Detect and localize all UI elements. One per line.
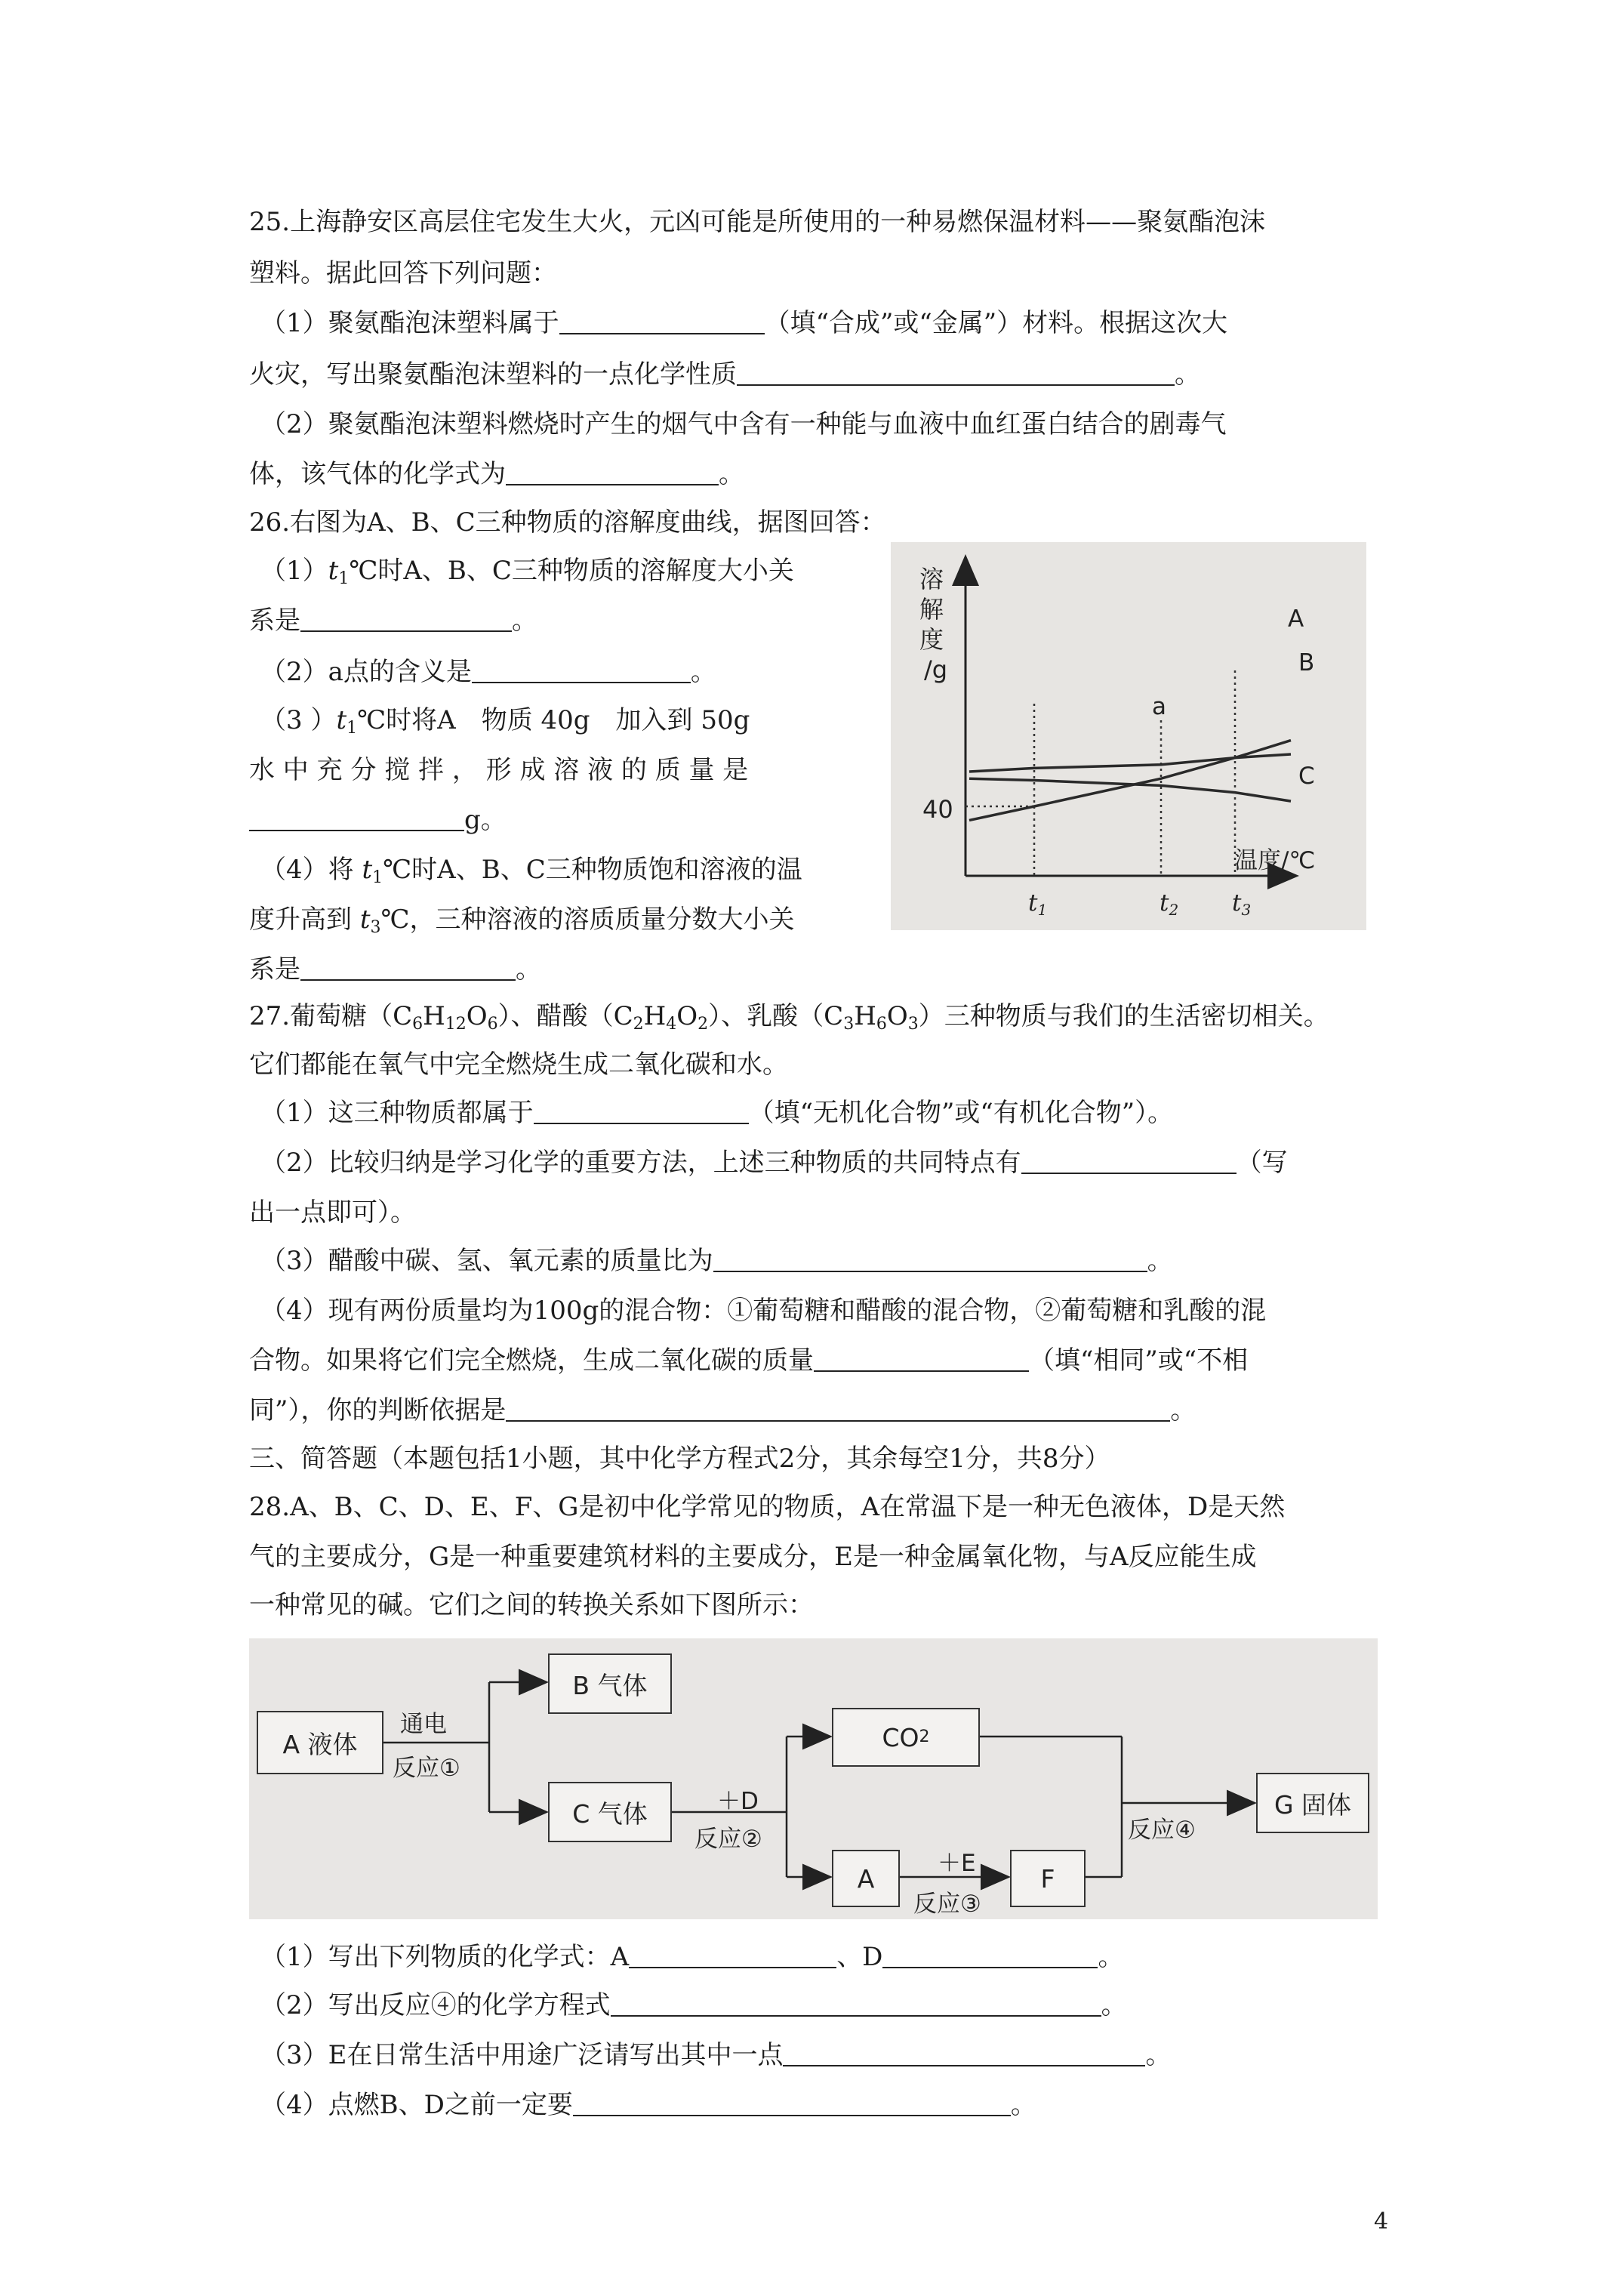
q26-part3-line2: 水 中 充 分 搅 拌 ， 形 成 溶 液 的 质 量 是: [249, 755, 749, 785]
q27-part3: （3）醋酸中碳、氢、氧元素的质量比为 。: [260, 1246, 1173, 1276]
q28-part3: （3）E在日常生活中用途广泛请写出其中一点 。: [260, 2040, 1172, 2070]
answer-blank[interactable]: [1021, 1147, 1236, 1174]
x-tick-t1: t1: [1028, 889, 1048, 919]
q27-part2-line1: （2）比较归纳是学习化学的重要方法，上述三种物质的共同特点有 （写: [260, 1148, 1288, 1178]
q28-line3: 一种常见的碱。它们之间的转换关系如下图所示：: [249, 1590, 814, 1620]
q28-part2: （2）写出反应④的化学方程式 。: [260, 1990, 1127, 2020]
q25-part2-line2: 体，该气体的化学式为 。: [249, 459, 744, 489]
label-tongdian: 通电: [400, 1711, 447, 1738]
solubility-chart: [891, 542, 1366, 930]
box-f: F: [1010, 1850, 1086, 1907]
q27-part4-line2: 合物。如果将它们完全燃烧，生成二氧化碳的质量 （填“相同”或“不相: [249, 1345, 1249, 1376]
answer-blank[interactable]: [573, 2089, 1011, 2116]
q27-part1: （1）这三种物质都属于 （填“无机化合物”或“有机化合物”）。: [260, 1098, 1174, 1128]
answer-blank[interactable]: [629, 1941, 836, 1968]
answer-blank[interactable]: [783, 2039, 1145, 2066]
page-number: 4: [1374, 2208, 1389, 2235]
answer-blank[interactable]: [882, 1941, 1098, 1968]
q26-part4-line3: 系是 。: [249, 954, 541, 985]
label-reaction-1: 反应①: [393, 1755, 460, 1782]
answer-blank[interactable]: [506, 1395, 1170, 1422]
q25-line2: 塑料。据此回答下列问题：: [249, 258, 557, 288]
point-a-label: a: [1152, 693, 1166, 720]
q25-part2-line1: （2）聚氨酯泡沫塑料燃烧时产生的烟气中含有一种能与血液中血红蛋白结合的剧毒气: [260, 409, 1227, 439]
answer-blank[interactable]: [506, 458, 719, 485]
label-plus-d: ＋D: [717, 1788, 759, 1815]
answer-blank[interactable]: [534, 1097, 749, 1124]
box-g-solid: G 固体: [1256, 1773, 1369, 1833]
q28-part1: （1）写出下列物质的化学式：A 、D 。: [260, 1942, 1124, 1972]
box-b-gas: B 气体: [548, 1653, 672, 1714]
answer-blank[interactable]: [814, 1345, 1029, 1372]
x-axis-label: 温度/℃: [1234, 847, 1316, 874]
series-B-label: B: [1298, 649, 1315, 676]
label-reaction-3: 反应③: [913, 1891, 981, 1918]
q27-part4-line1: （4）现有两份质量均为100g的混合物：①葡萄糖和醋酸的混合物，②葡萄糖和乳酸的混: [260, 1296, 1267, 1326]
label-reaction-4: 反应④: [1128, 1817, 1196, 1844]
answer-blank[interactable]: [472, 656, 691, 683]
q28-line1: 28.A、B、C、D、E、F、G是初中化学常见的物质，A在常温下是一种无色液体，D是天然: [249, 1492, 1286, 1522]
section3-title: 三、简答题（本题包括1小题，其中化学方程式2分，其余每空1分，共8分）: [249, 1444, 1110, 1474]
y-label-char: 解: [919, 595, 944, 624]
q26-part3-line1: （3 ）$t_1℃$时将A 物质 40g 加入到 50g: [260, 705, 750, 738]
q26-line1: 26.右图为A、B、C三种物质的溶解度曲线，据图回答：: [249, 507, 886, 538]
series-B-curve: [969, 754, 1291, 772]
answer-blank[interactable]: [300, 605, 512, 632]
q25-part1-line1: （1）聚氨酯泡沫塑料属于 （填“合成”或“金属”）材料。根据这次大: [260, 308, 1228, 338]
series-C-label: C: [1298, 763, 1315, 790]
q28-line2: 气的主要成分，G是一种重要建筑材料的主要成分，E是一种金属氧化物，与A反应能生成: [249, 1542, 1257, 1572]
q26-part2: （2）a点的含义是 。: [260, 657, 716, 687]
label-plus-e: ＋E: [938, 1850, 976, 1877]
x-tick-t3: t3: [1232, 889, 1252, 919]
q27-part2-line2: 出一点即可）。: [249, 1197, 416, 1228]
q26-part4-line2: 度升高到 $t_3℃$，三种溶液的溶质质量分数大小关: [249, 905, 795, 937]
q27-line2: 它们都能在氧气中完全燃烧生成二氧化碳和水。: [249, 1049, 788, 1080]
box-c-gas: C 气体: [548, 1782, 672, 1842]
q26-part3-line3: g。: [249, 802, 507, 838]
answer-blank[interactable]: [249, 804, 464, 831]
y-tick-label: 40: [922, 795, 953, 824]
label-reaction-2: 反应②: [694, 1826, 762, 1853]
answer-blank[interactable]: [559, 307, 765, 334]
answer-blank[interactable]: [611, 1989, 1101, 2017]
q26-part1-line2: 系是 。: [249, 606, 537, 636]
x-tick-t2: t2: [1160, 889, 1179, 919]
reaction-flow-diagram: [249, 1638, 1378, 1919]
series-C-curve: [969, 778, 1291, 801]
y-label-char: 度: [919, 625, 944, 654]
q26-part4-line1: （4）将 $t_1℃$时A、B、C三种物质饱和溶液的温: [260, 855, 802, 887]
box-a: A: [832, 1850, 900, 1907]
q25-line1: 25.上海静安区高层住宅发生大火，元凶可能是所使用的一种易燃保温材料——聚氨酯泡沫: [249, 207, 1266, 237]
answer-blank[interactable]: [737, 359, 1175, 386]
q25-part1-line2: 火灾，写出聚氨酯泡沫塑料的一点化学性质 。: [249, 359, 1200, 390]
q26-part1-line1: $(1)t_1℃$时A、B、C三种物质的溶解度大小关: [260, 556, 794, 588]
q28-part4: （4）点燃B、D之前一定要 。: [260, 2090, 1036, 2120]
box-a-liquid: A 液体: [257, 1711, 383, 1774]
q27-part4-line3: 同”），你的判断依据是 。: [249, 1395, 1196, 1425]
box-co2: CO 2: [832, 1708, 980, 1767]
y-label-char: 溶: [919, 565, 944, 593]
answer-blank[interactable]: [300, 954, 516, 981]
answer-blank[interactable]: [713, 1245, 1147, 1272]
y-label-char: /g: [924, 655, 948, 684]
series-A-label: A: [1288, 606, 1304, 633]
q27-line1: 27.葡萄糖$(C_6H_{12}O_6)$、醋酸$(C_2H_4O_2)$、乳酸$(C_3H_6O_3)$三种物质与我们的生活密切相关。: [249, 1001, 1329, 1034]
